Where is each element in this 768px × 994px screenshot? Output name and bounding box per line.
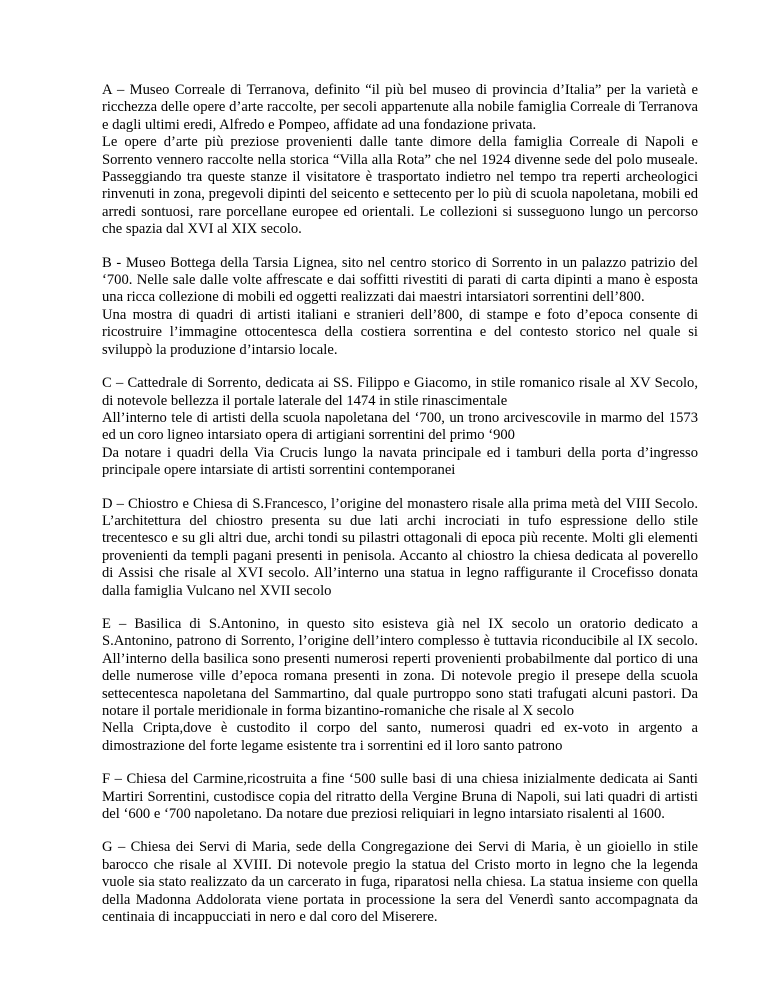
- paragraph: E – Basilica di S.Antonino, in questo sito esisteva già nel IX secolo un oratorio dedicato a S.Antonino, patrono di Sorrento, l’origine dell’intero complesso è tuttavia riconducibile al IX secolo. All’interno della basilica sono presenti numerosi reperti provenienti probabilmente dal portico di una delle numerose ville d’epoca romana presenti in zona. Di notevole pregio il presepe della scuola settecentesca napoletana del Sammartino, dal quale purtroppo sono stati trafugati alcuni pastori. Da notare il portale meridionale in forma bizantino-romaniche che risale al X secolo: [102, 615, 698, 719]
- section-c-cattedrale: [102, 375, 698, 479]
- paragraph: Nella Cripta,dove è custodito il corpo del santo, numerosi quadri ed ex-voto in argento a dimostrazione del forte legame esistente tra i sorrentini ed il loro santo patrono: [102, 720, 698, 754]
- section-f-chiesa-carmine: [102, 771, 698, 823]
- paragraph: A – Museo Correale di Terranova, definito “il più bel museo di provincia d’Italia” per la varietà e ricchezza delle opere d’arte raccolte, per secoli appartenute alla nobile famiglia Correale di Terranova e dagli ultimi eredi, Alfredo e Pompeo, affidate ad una fondazione privata.: [102, 82, 698, 133]
- section-e-basilica-sant-antonino: [102, 616, 698, 755]
- paragraph: Le opere d’arte più preziose provenienti dalle tante dimore della famiglia Correale di Napoli e Sorrento vennero raccolte nella storica “Villa alla Rota” che nel 1924 divenne sede del polo museale. Passeggiando tra queste stanze il visitatore è trasportato indietro nel tempo tra reperti archeologici rinvenuti in zona, pregevoli dipinti del seicento e settecento per lo più di scuola napoletana, mobili ed arredi sontuosi, rare porcellane europee ed orientali. Le collezioni si susseguono lungo un percorso che spazia dal XVI al XIX secolo.: [102, 134, 698, 238]
- section-b-museo-bottega-tarsia: [102, 255, 698, 359]
- paragraph: Una mostra di quadri di artisti italiani e stranieri dell’800, di stampe e foto d’epoca consente di ricostruire l’immagine ottocentesca della costiera sorrentina e del contesto storico nel quale si sviluppò la produzione d’intarsio locale.: [102, 306, 698, 358]
- paragraph: G – Chiesa dei Servi di Maria, sede della Congregazione dei Servi di Maria, è un gioiello in stile barocco che risale al XVIII. Di notevole pregio la statua del Cristo morto in legno che la legenda vuole sia stato realizzato da un carcerato in fuga, riparatosi nella chiesa. La statua insieme con quella della Madonna Addolorata viene portata in processione la sera del Venerdì santo accompagnata da centinaia di incappucciati in nero e dal coro del Miserere.: [102, 839, 698, 926]
- paragraph: C – Cattedrale di Sorrento, dedicata ai SS. Filippo e Giacomo, in stile romanico risale al XV Secolo, di notevole bellezza il portale laterale del 1474 in stile rinascimentale: [102, 375, 698, 409]
- document-page: [102, 82, 698, 942]
- paragraph: Da notare i quadri della Via Crucis lungo la navata principale ed i tamburi della porta d’ingresso principale opere intarsiate di artisti sorrentini contemporanei: [102, 444, 698, 479]
- paragraph: All’interno tele di artisti della scuola napoletana del ‘700, un trono arcivescovile in marmo del 1573 ed un coro ligneo intarsiato opera di artigiani sorrentini del primo ‘900: [102, 409, 698, 444]
- section-g-chiesa-servi-di-maria: [102, 839, 698, 926]
- paragraph: F – Chiesa del Carmine,ricostruita a fine ‘500 sulle basi di una chiesa inizialmente dedicata ai Santi Martiri Sorrentini, custodisce copia del ritratto della Vergine Bruna di Napoli, sui lati quadri di artisti del ‘600 e ‘700 napoletano. Da notare due preziosi reliquiari in legno intarsiato risalenti al 1600.: [102, 771, 698, 823]
- section-a-museo-correale: [102, 82, 698, 239]
- paragraph: D – Chiostro e Chiesa di S.Francesco, l’origine del monastero risale alla prima metà del VIII Secolo. L’architettura del chiostro presenta su due lati archi incrociati in tufo espressione dello stile trecentesco e su gli altri due, archi tondi su pilastri ottagonali di epoca più recente. Molti gli elementi provenienti da templi pagani presenti in penisola. Accanto al chiostro la chiesa dedicata al poverello di Assisi che risale al XVI secolo. All’interno una statua in legno raffigurante il Crocefisso donata dalla famiglia Vulcano nel XVII secolo: [102, 495, 698, 599]
- paragraph: B - Museo Bottega della Tarsia Lignea, sito nel centro storico di Sorrento in un palazzo patrizio del ‘700. Nelle sale dalle volte affrescate e dai soffitti rivestiti di parati di carta dipinti a mano è esposta una ricca collezione di mobili ed oggetti realizzati dai maestri intarsiatori sorrentini dell’800.: [102, 254, 698, 306]
- section-d-chiostro-san-francesco: [102, 496, 698, 600]
